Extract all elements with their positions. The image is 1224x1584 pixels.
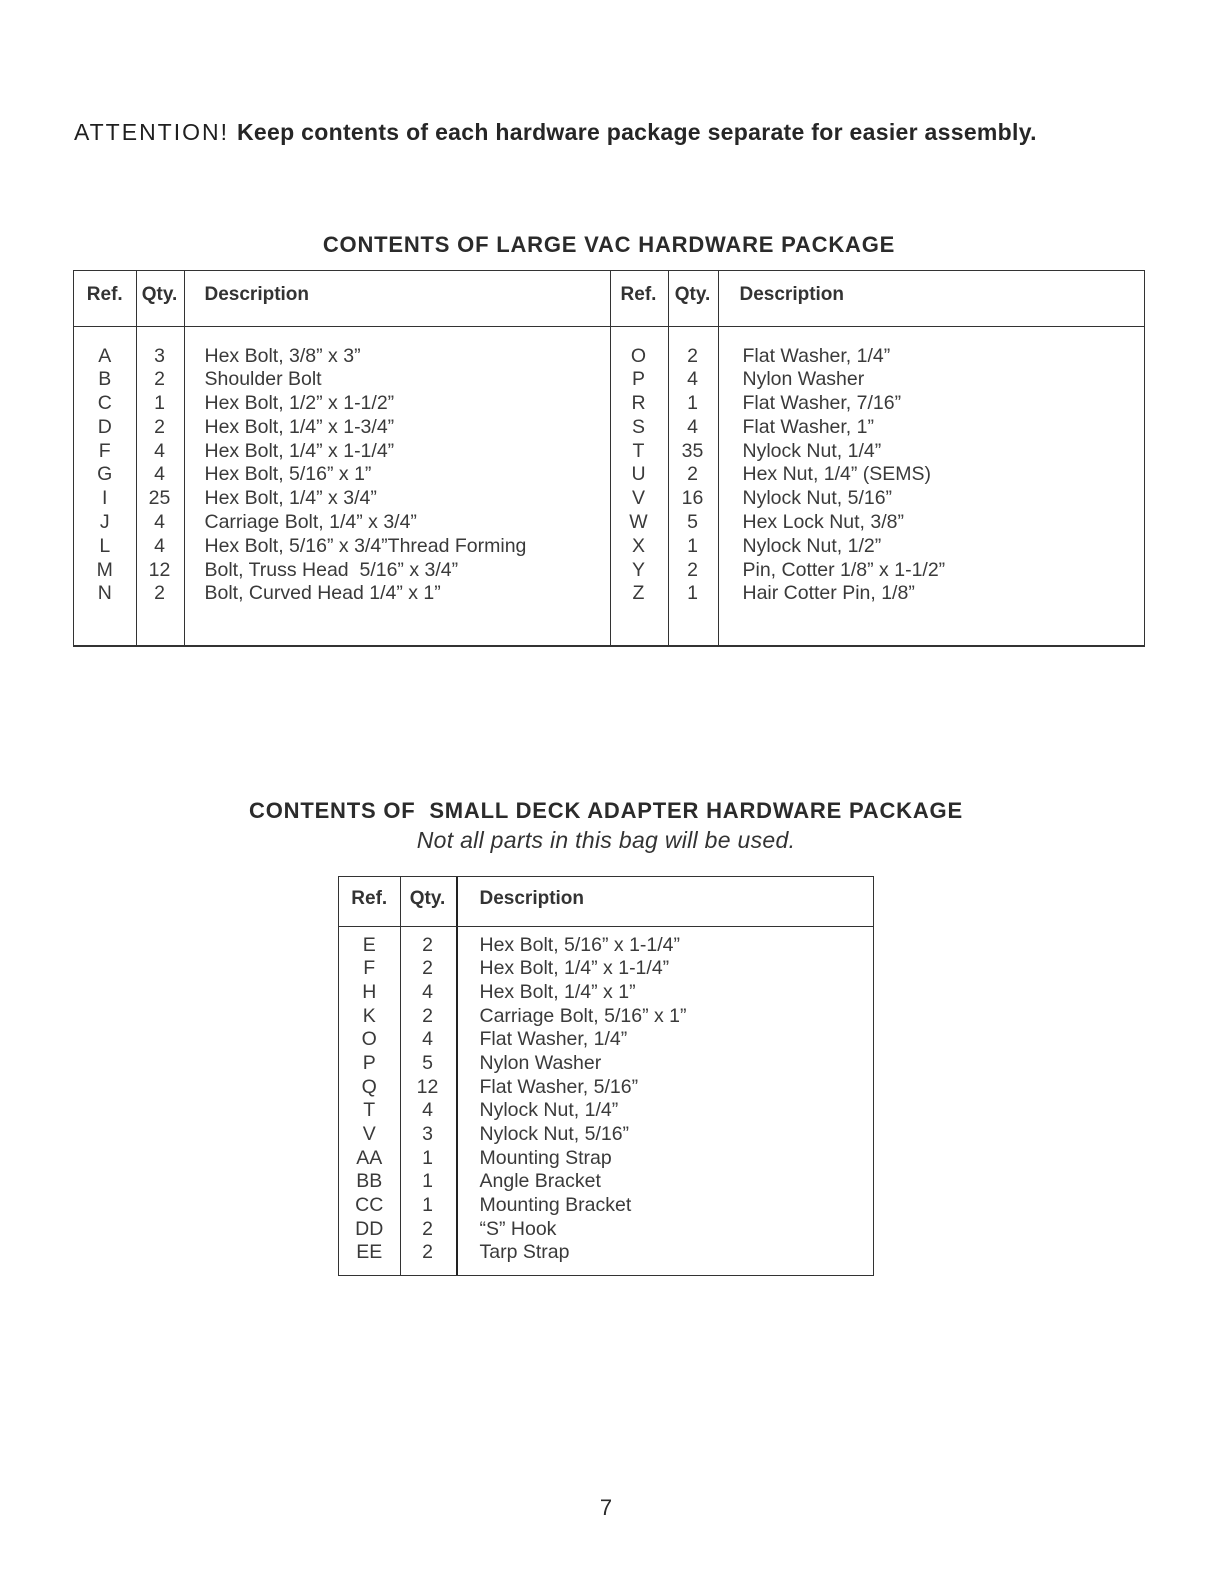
ref-cell: BB (356, 1170, 383, 1193)
description-cell: Hex Bolt, 5/16” x 1-1/4” (479, 933, 681, 956)
ref-cell: T (632, 439, 645, 462)
description-cell: Flat Washer, 5/16” (479, 1075, 639, 1098)
table-row (339, 1123, 873, 1147)
ref-cell: V (631, 487, 645, 510)
qty-cell: 4 (154, 463, 165, 486)
description-cell: Carriage Bolt, 5/16” x 1” (479, 1004, 687, 1027)
description-cell: Hex Bolt, 1/4” x 1-1/4” (479, 957, 670, 980)
qty-cell: 1 (687, 392, 698, 415)
qty-cell: 2 (154, 368, 165, 391)
qty-header: Qty. (409, 887, 446, 909)
qty-cell: 1 (422, 1146, 433, 1169)
large-hardware-table (73, 270, 1145, 647)
table-row (339, 957, 873, 981)
ref-cell: W (629, 511, 648, 534)
table-row (339, 1028, 873, 1052)
qty-cell: 25 (148, 487, 171, 510)
qty-cell: 1 (422, 1170, 433, 1193)
ref-cell: M (96, 558, 113, 581)
qty-cell: 1 (422, 1194, 433, 1217)
ref-cell: Y (631, 558, 645, 581)
description-cell: Nylon Washer (742, 368, 865, 391)
ref-cell: L (99, 534, 111, 557)
small-hardware-table (338, 876, 874, 1276)
attention-notice (74, 117, 1037, 147)
header-divider (339, 926, 873, 928)
table-row (74, 487, 1144, 511)
table-body (74, 345, 1144, 607)
description-cell: Bolt, Curved Head 1/4” x 1” (204, 582, 441, 605)
ref-cell: J (99, 511, 110, 534)
ref-cell: C (97, 392, 112, 415)
ref-cell: V (362, 1123, 376, 1145)
description-cell: Flat Washer, 1/4” (742, 344, 891, 367)
description-cell: Nylon Washer (479, 1051, 602, 1074)
table-row (74, 535, 1144, 559)
table-row (339, 1052, 873, 1076)
qty-cell: 1 (154, 392, 165, 415)
description-cell: Mounting Bracket (479, 1194, 632, 1217)
qty-cell: 1 (687, 582, 698, 605)
ref-cell: I (102, 487, 108, 510)
ref-cell: G (97, 463, 113, 486)
qty-cell: 12 (148, 558, 171, 581)
ref-cell: P (631, 368, 645, 391)
ref-cell: F (98, 439, 111, 462)
ref-cell: O (630, 344, 647, 367)
description-cell: Bolt, Truss Head 5/16” x 3/4” (204, 558, 459, 581)
ref-header: Ref. (86, 283, 123, 305)
description-cell: Nylock Nut, 1/4” (742, 439, 882, 462)
description-cell: Flat Washer, 7/16” (742, 392, 902, 415)
ref-cell: H (362, 980, 377, 1003)
ref-cell: DD (355, 1217, 384, 1240)
qty-cell: 16 (681, 487, 704, 510)
description-cell: Nylock Nut, 1/4” (479, 1099, 619, 1122)
description-cell: Hex Bolt, 1/4” x 1-3/4” (204, 415, 395, 438)
description-cell: Mounting Strap (479, 1146, 612, 1169)
qty-cell: 2 (422, 1217, 433, 1240)
table-row (339, 1194, 873, 1218)
qty-cell: 4 (422, 1028, 433, 1051)
qty-cell: 3 (422, 1123, 433, 1145)
ref-cell: Q (361, 1075, 377, 1098)
description-cell: Hex Lock Nut, 3/8” (742, 511, 904, 534)
description-header-right: Description (739, 283, 845, 305)
table-row (74, 463, 1144, 487)
description-cell: Hex Bolt, 5/16” x 3/4”Thread Forming (204, 534, 527, 557)
description-cell: Hex Bolt, 1/2” x 1-1/2” (204, 392, 395, 415)
description-cell: “S” Hook (479, 1217, 557, 1240)
ref-cell: CC (355, 1194, 384, 1217)
table-row (74, 416, 1144, 440)
qty-header: Qty. (141, 283, 178, 305)
table-body (339, 934, 873, 1266)
description-cell: Nylock Nut, 5/16” (742, 487, 893, 510)
ref-cell: K (362, 1004, 376, 1027)
qty-cell: 1 (687, 534, 698, 557)
description-header: Description (479, 887, 585, 909)
qty-cell: 4 (154, 534, 165, 557)
ref-cell: X (631, 534, 645, 557)
ref-header: Ref. (351, 887, 388, 909)
qty-cell: 2 (422, 933, 433, 956)
table-row (339, 1218, 873, 1242)
table-row (339, 1241, 873, 1265)
description-cell: Angle Bracket (479, 1170, 601, 1193)
description-cell: Hex Bolt, 1/4” x 1” (479, 980, 636, 1003)
qty-cell: 2 (687, 463, 698, 486)
header-divider (74, 326, 1144, 328)
large-package-title: CONTENTS OF LARGE VAC HARDWARE PACKAGE (322, 232, 896, 257)
qty-cell: 2 (422, 1004, 433, 1027)
table-row (74, 559, 1144, 583)
qty-cell: 4 (687, 368, 698, 391)
description-cell: Hex Bolt, 1/4” x 3/4” (204, 487, 377, 510)
qty-cell: 12 (416, 1075, 439, 1098)
table-row (339, 1147, 873, 1171)
table-row (74, 440, 1144, 464)
qty-cell: 5 (422, 1051, 433, 1074)
description-cell: Carriage Bolt, 1/4” x 3/4” (204, 511, 417, 534)
description-header: Description (204, 283, 310, 305)
qty-cell: 4 (154, 439, 165, 462)
ref-cell: T (363, 1099, 376, 1122)
description-cell: Hex Bolt, 3/8” x 3” (204, 344, 361, 367)
qty-cell: 35 (681, 439, 704, 462)
qty-cell: 3 (154, 344, 165, 367)
qty-cell: 2 (422, 1241, 433, 1264)
description-cell: Tarp Strap (479, 1241, 570, 1264)
description-cell: Hex Nut, 1/4” (SEMS) (742, 463, 932, 486)
ref-cell: N (97, 582, 112, 605)
small-package-title: CONTENTS OF SMALL DECK ADAPTER HARDWARE PACKAGE (249, 798, 963, 823)
ref-cell: Z (632, 582, 645, 605)
description-cell: Nylock Nut, 1/2” (742, 534, 882, 557)
ref-cell: F (363, 957, 376, 980)
table-row (339, 981, 873, 1005)
qty-cell: 2 (422, 957, 433, 980)
ref-cell: B (98, 368, 112, 391)
description-cell: Shoulder Bolt (204, 368, 322, 391)
ref-cell: U (631, 463, 646, 486)
ref-cell: R (631, 392, 646, 415)
description-cell: Flat Washer, 1” (742, 415, 874, 438)
qty-header-right: Qty. (674, 283, 711, 305)
small-package-note: Not all parts in this bag will be used. (416, 827, 796, 853)
attention-text: Keep contents of each hardware package separate for easier assembly. (237, 119, 1037, 145)
ref-cell: O (361, 1028, 377, 1051)
table-row (74, 392, 1144, 416)
ref-header-right: Ref. (620, 283, 657, 305)
ref-cell: EE (356, 1241, 383, 1264)
qty-cell: 2 (687, 344, 698, 367)
ref-cell: P (362, 1051, 376, 1074)
qty-cell: 5 (687, 511, 698, 534)
table-row (74, 582, 1144, 606)
ref-cell: E (362, 933, 376, 956)
page-number: 7 (599, 1495, 613, 1520)
qty-cell: 2 (154, 415, 165, 438)
description-cell: Nylock Nut, 5/16” (479, 1123, 630, 1145)
qty-cell: 2 (687, 558, 698, 581)
qty-cell: 4 (422, 1099, 433, 1122)
table-row (74, 368, 1144, 392)
table-row (339, 1076, 873, 1100)
attention-label: ATTENTION! (74, 119, 230, 145)
qty-cell: 4 (687, 415, 698, 438)
ref-cell: A (98, 344, 112, 367)
table-row (339, 1170, 873, 1194)
description-cell: Flat Washer, 1/4” (479, 1028, 628, 1051)
qty-cell: 4 (154, 511, 165, 534)
qty-cell: 2 (154, 582, 165, 605)
description-cell: Pin, Cotter 1/8” x 1-1/2” (742, 558, 946, 581)
table-row (339, 934, 873, 958)
ref-cell: AA (356, 1146, 383, 1169)
ref-cell: D (97, 415, 112, 438)
description-cell: Hair Cotter Pin, 1/8” (742, 582, 915, 605)
description-cell: Hex Bolt, 1/4” x 1-1/4” (204, 439, 395, 462)
ref-cell: S (631, 415, 645, 438)
table-row (74, 511, 1144, 535)
description-cell: Hex Bolt, 5/16” x 1” (204, 463, 372, 486)
table-row (339, 1099, 873, 1123)
qty-cell: 4 (422, 980, 433, 1003)
table-row (74, 345, 1144, 369)
table-row (339, 1005, 873, 1029)
